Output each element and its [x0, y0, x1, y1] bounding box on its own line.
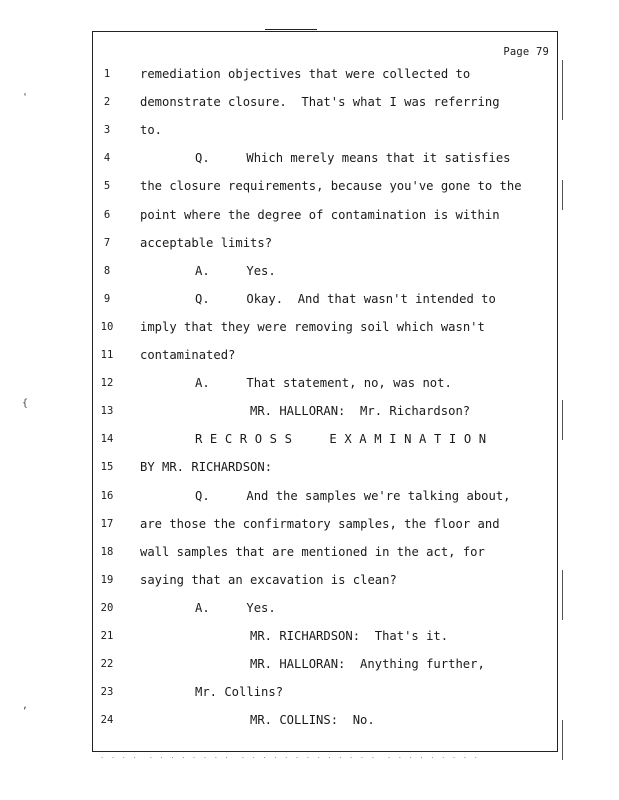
line-number: 10: [100, 320, 114, 333]
line-number: 5: [103, 180, 111, 193]
scan-margin-mark: [562, 60, 563, 120]
transcript-line: [0, 626, 619, 646]
transcript-line: [0, 289, 619, 309]
transcript-line: [0, 457, 619, 477]
line-text: A. That statement, no, was not.: [195, 376, 452, 391]
line-text: MR. COLLINS: No.: [250, 713, 375, 728]
transcript-line: [0, 542, 619, 562]
scan-top-mark: [265, 29, 317, 34]
line-number: 9: [103, 292, 111, 305]
line-number: 22: [100, 658, 114, 671]
line-number: 1: [103, 68, 111, 80]
transcript-line: [0, 401, 619, 421]
line-text: remediation objectives that were collected to: [140, 67, 471, 81]
scan-footer-noise: . . . . . . . . . . . . . . . . . . . . . . . . . . . . . . . . . .: [100, 752, 480, 760]
scan-margin-mark: [562, 400, 563, 440]
line-text: MR. HALLORAN: Mr. Richardson?: [250, 404, 471, 419]
line-text: wall samples that are mentioned in the act, for: [140, 544, 485, 559]
line-text: RECROSS EXAMINATION: [195, 432, 494, 447]
transcript-line: [0, 205, 619, 225]
line-text: point where the degree of contamination is within: [140, 207, 500, 222]
line-number: 4: [103, 152, 111, 165]
transcript-line: [0, 120, 619, 140]
line-text: imply that they were removing soil which wasn't: [140, 319, 485, 334]
line-number: 8: [103, 264, 111, 277]
line-number: 15: [100, 461, 114, 474]
line-text: Q. Okay. And that wasn't intended to: [195, 291, 496, 306]
line-text: are those the confirmatory samples, the floor and: [140, 516, 500, 531]
transcript-line: [0, 514, 619, 534]
scan-margin-mark: [562, 180, 563, 210]
line-number: 14: [100, 433, 114, 446]
line-number: 2: [103, 96, 111, 109]
line-text: Mr. Collins?: [195, 685, 284, 700]
transcript-line: [0, 148, 619, 168]
transcript-line: [0, 682, 619, 702]
line-text: A. Yes.: [195, 600, 276, 615]
line-number: 11: [100, 349, 114, 361]
transcript-line: [0, 710, 619, 730]
line-text: MR. RICHARDSON: That's it.: [250, 629, 449, 643]
line-number: 23: [100, 686, 114, 699]
line-number: 16: [100, 489, 114, 502]
transcript-line: [0, 176, 619, 196]
transcript-line: [0, 261, 619, 281]
line-text: demonstrate closure. That's what I was referring: [140, 95, 500, 110]
scan-left-speck: {: [22, 398, 29, 409]
transcript-line: [0, 598, 619, 618]
scan-margin-mark: [562, 720, 563, 760]
scan-left-speck: ': [22, 92, 29, 103]
line-text: contaminated?: [140, 348, 236, 362]
transcript-line: [0, 233, 619, 253]
line-number: 12: [100, 377, 114, 390]
line-number: 19: [100, 573, 114, 586]
line-number: 6: [103, 208, 111, 221]
line-number: 7: [103, 236, 111, 249]
transcript-line: [0, 92, 619, 112]
transcript-line: [0, 64, 619, 84]
scan-left-speck: ,: [22, 700, 29, 711]
line-text: to.: [140, 123, 163, 138]
line-number: 13: [100, 405, 114, 418]
line-number: 3: [103, 124, 111, 137]
transcript-line: [0, 317, 619, 337]
line-text: MR. HALLORAN: Anything further,: [250, 657, 485, 672]
transcript-line: [0, 486, 619, 506]
page-number-label: Page 79: [503, 46, 549, 58]
transcript-line: [0, 345, 619, 365]
line-text: acceptable limits?: [140, 235, 273, 250]
line-text: Q. And the samples we're talking about,: [195, 488, 511, 503]
line-number: 17: [100, 517, 114, 530]
line-text: saying that an excavation is clean?: [140, 572, 397, 587]
transcript-line: [0, 570, 619, 590]
line-text: A. Yes.: [195, 263, 276, 278]
line-text: Q. Which merely means that it satisfies: [195, 151, 511, 166]
scan-margin-mark: [562, 570, 563, 620]
line-number: 20: [100, 601, 114, 614]
transcript-line: [0, 429, 619, 449]
line-number: 24: [100, 714, 114, 727]
line-text: the closure requirements, because you've gone to the: [140, 179, 522, 194]
line-number: 18: [100, 545, 114, 558]
line-number: 21: [100, 630, 114, 642]
transcript-line: [0, 373, 619, 393]
transcript-line: [0, 654, 619, 674]
line-text: BY MR. RICHARDSON:: [140, 460, 273, 475]
